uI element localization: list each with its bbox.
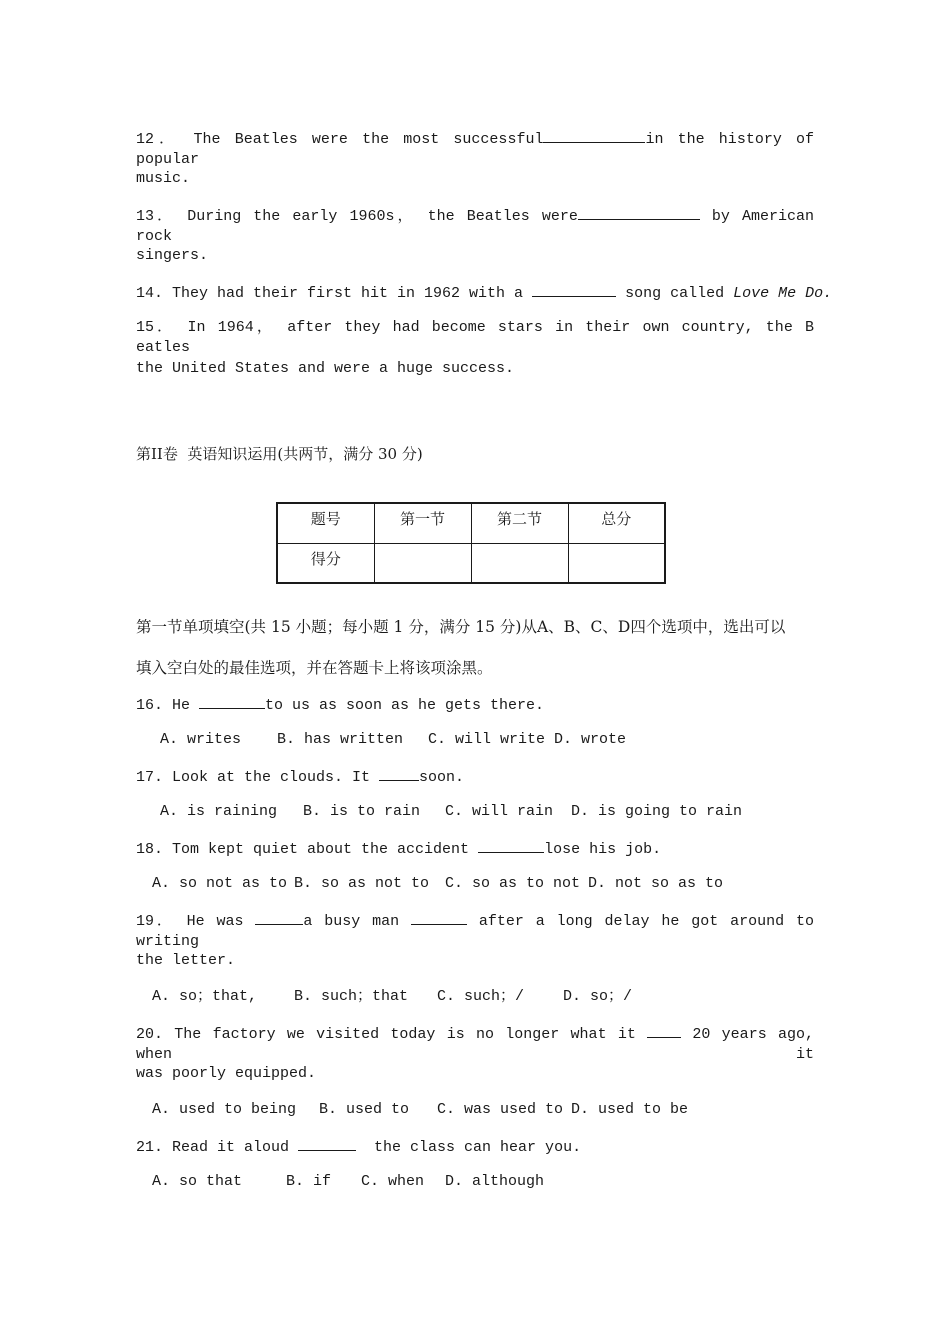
section-1-instructions: 第一节单项填空(共 15 小题；每小题 1 分，满分 15 分)从A、B、C、D四个选项中，选出可以 <box>136 618 786 636</box>
question-12: 12． The Beatles were the most successful in the history of popular <box>136 128 814 170</box>
score-table <box>276 502 666 584</box>
option-c: C. will rain <box>445 803 554 820</box>
part-2-heading: 第II卷 英语知识运用(共两节，满分 30 分) <box>136 445 423 463</box>
question-15: 15． In 1964， after they had become stars in their own country, the B eatles <box>136 319 814 356</box>
question-17: 17. Look at the clouds. It soon. <box>136 766 464 788</box>
option-c: C. such；/ <box>437 988 525 1005</box>
answer-blank <box>532 282 616 297</box>
option-b: B. used to <box>319 1101 410 1118</box>
option-a: A. writes <box>160 731 242 748</box>
question-12-continuation: music. <box>136 170 191 187</box>
option-c: C. will write <box>428 731 546 748</box>
answer-blank <box>379 766 419 781</box>
option-a: A. so not as to <box>152 875 288 892</box>
score-cell <box>374 543 471 583</box>
option-c: C. when <box>361 1173 425 1190</box>
question-21: 21. Read it aloud the class can hear you. <box>136 1136 581 1158</box>
option-a: A. so；that, <box>152 988 258 1005</box>
table-header-cell: 题号 <box>277 503 374 543</box>
answer-blank <box>298 1136 356 1151</box>
answer-blank <box>578 205 700 220</box>
song-title: Love Me Do. <box>733 285 833 302</box>
score-table-header-row <box>277 503 665 543</box>
option-d: D. is going to rain <box>571 803 743 820</box>
answer-blank <box>478 838 544 853</box>
option-b: B. if <box>286 1173 332 1190</box>
option-d: D. used to be <box>571 1101 689 1118</box>
table-header-cell: 总分 <box>568 503 665 543</box>
question-14: 14. They had their first hit in 1962 with a song called Love Me Do. <box>136 282 832 304</box>
question-19-continuation: the letter. <box>136 952 236 969</box>
answer-blank <box>411 910 467 925</box>
score-table-row <box>277 543 665 583</box>
option-c: C. so as to not <box>445 875 581 892</box>
answer-blank <box>543 128 645 143</box>
question-13-continuation: singers. <box>136 247 209 264</box>
option-b: B. is to rain <box>303 803 421 820</box>
question-20-continuation: was poorly equipped. <box>136 1065 317 1082</box>
section-1-instructions-continuation: 填入空白处的最佳选项，并在答题卡上将该项涂黑。 <box>136 659 493 677</box>
option-b: B. so as not to <box>294 875 430 892</box>
question-19: 19． He was a busy man after a long delay he got around to writing <box>136 910 814 952</box>
score-cell <box>568 543 665 583</box>
option-d: D. although <box>445 1173 545 1190</box>
answer-blank <box>255 910 303 925</box>
table-header-cell: 第二节 <box>471 503 568 543</box>
option-d: D. wrote <box>554 731 627 748</box>
question-15-continuation: the United States and were a huge success. <box>136 360 515 377</box>
option-d: D. so；/ <box>563 988 633 1005</box>
option-b: B. such；that <box>294 988 409 1005</box>
answer-blank <box>647 1023 681 1038</box>
question-16: 16. He to us as soon as he gets there. <box>136 694 544 716</box>
option-b: B. has written <box>277 731 404 748</box>
option-a: A. is raining <box>160 803 278 820</box>
option-a: A. so that <box>152 1173 243 1190</box>
score-cell <box>471 543 568 583</box>
question-13: 13． During the early 1960s， the Beatles were by American rock <box>136 205 814 247</box>
table-header-cell: 第一节 <box>374 503 471 543</box>
answer-blank <box>199 694 265 709</box>
table-row-label: 得分 <box>277 543 374 583</box>
option-c: C. was used to <box>437 1101 564 1118</box>
option-a: A. used to being <box>152 1101 297 1118</box>
question-20: 20. The factory we visited today is no longer what it 20 years ago, when it <box>136 1023 814 1065</box>
option-d: D. not so as to <box>588 875 724 892</box>
question-18: 18. Tom kept quiet about the accident lose his job. <box>136 838 661 860</box>
